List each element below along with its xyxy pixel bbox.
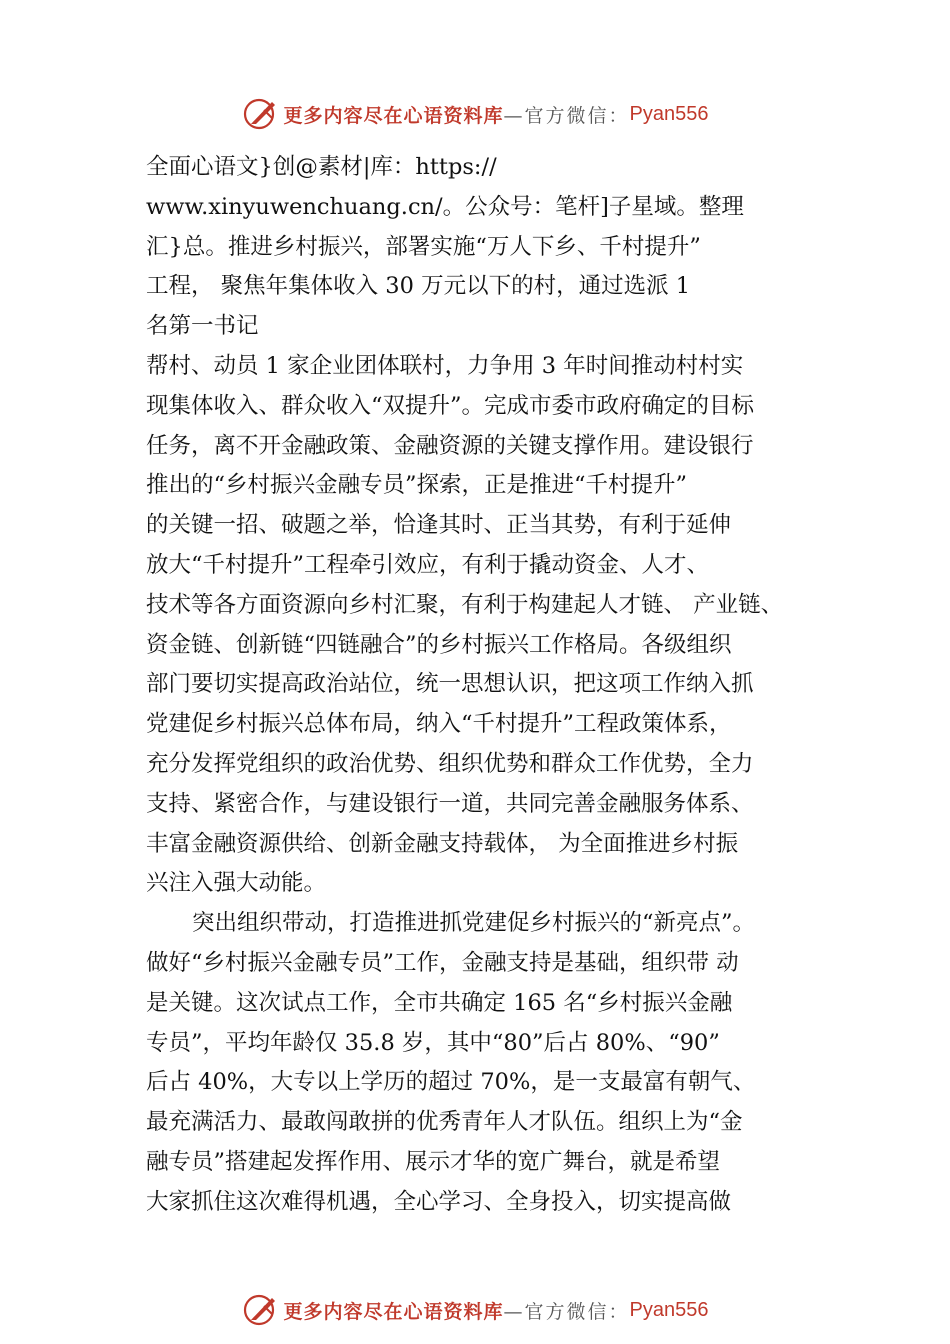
text-line: 支持、紧密合作，与建设银行一道，共同完善金融服务体系、 — [146, 790, 754, 817]
text-line: 最充满活力、最敢闯敢拼的优秀青年人才队伍。组织上为“金 — [146, 1109, 743, 1136]
text-line: 部门要切实提高政治站位，统一思想认识，把这项工作纳入抓 — [146, 671, 754, 698]
document-body — [146, 148, 846, 1223]
text-line: 工程， 聚焦年集体收入 30 万元以下的村，通过选派 1 — [146, 273, 691, 300]
banner-wechat-id: Pyan556 — [629, 1298, 709, 1321]
text-line: 推出的“乡村振兴金融专员”探索，正是推进“千村提升” — [146, 472, 688, 499]
paragraph-start-line: 突出组织带动，打造推进抓党建促乡村振兴的“新亮点”。 — [192, 910, 756, 937]
text-line: 名第一书记 — [146, 313, 259, 340]
text-line: 兴注入强大动能。 — [146, 870, 327, 897]
text-line: 资金链、创新链“四链融合”的乡村振兴工作格局。各级组织 — [146, 631, 732, 658]
banner-wechat-id: Pyan556 — [629, 102, 709, 125]
text-line: 充分发挥党组织的政治优势、组织优势和群众工作优势，全力 — [146, 750, 754, 777]
text-line: 帮村、动员 1 家企业团体联村，力争用 3 年时间推动村村实 — [146, 352, 744, 379]
banner-wechat-label: —官方微信： — [503, 1300, 630, 1323]
text-line: 党建促乡村振兴总体布局，纳入“千村提升”工程政策体系， — [146, 711, 732, 738]
text-line: 全面心语文}创@素材|库：https:// — [146, 154, 497, 180]
text-line: 现集体收入、群众收入“双提升”。完成市委市政府确定的目标 — [146, 392, 755, 419]
text-line: 后占 40%，大专以上学历的超过 70%，是一支最富有朝气、 — [146, 1069, 756, 1096]
text-line: 汇}总。推进乡村振兴，部署实施“万人下乡、千村提升” — [146, 233, 701, 260]
text-line: 大家抓住这次难得机遇，全心学习、全身投入，切实提高做 — [146, 1188, 732, 1215]
banner-main-text: 更多内容尽在心语资料库 — [283, 1300, 504, 1323]
text-line: 是关键。这次试点工作，全市共确定 165 名“乡村振兴金融 — [146, 989, 733, 1016]
footer-banner — [0, 1290, 950, 1330]
text-line: 做好“乡村振兴金融专员”工作，金融支持是基础，组织带 动 — [146, 949, 739, 976]
text-line: 任务，离不开金融政策、金融资源的关键支撑作用。建设银行 — [146, 432, 754, 459]
banner-wechat-label: —官方微信： — [503, 104, 630, 127]
text-line: 的关键一招、破题之举，恰逢其时、正当其势，有利于延伸 — [146, 512, 732, 539]
quill-logo-icon — [242, 1292, 280, 1328]
text-line: 放大“千村提升”工程牵引效应，有利于撬动资金、人才、 — [146, 551, 710, 578]
text-line: 专员”，平均年龄仅 35.8 岁，其中“80”后占 80%、“90” — [146, 1029, 720, 1056]
text-line: 丰富金融资源供给、创新金融支持载体， 为全面推进乡村振 — [146, 830, 739, 857]
text-line: 技术等各方面资源向乡村汇聚，有利于构建起人才链、 产业链、 — [146, 591, 784, 618]
text-line: 融专员”搭建起发挥作用、展示才华的宽广舞台，就是希望 — [146, 1148, 721, 1175]
header-banner — [0, 94, 950, 134]
quill-logo-icon — [242, 96, 280, 132]
text-line: www.xinyuwenchuang.cn/。公众号：笔杆]子星域。整理 — [146, 193, 744, 220]
banner-main-text: 更多内容尽在心语资料库 — [283, 104, 504, 127]
